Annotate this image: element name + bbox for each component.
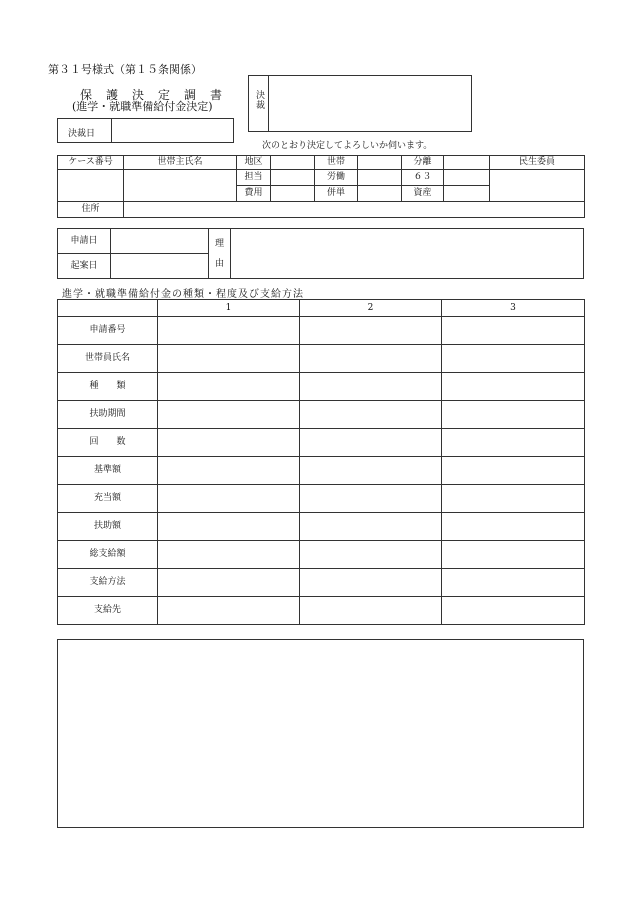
decision-box — [248, 75, 472, 132]
grid-row-label: 総支給額 — [58, 541, 158, 569]
draft-date-label: 起案日 — [58, 254, 111, 279]
grid-row-label: 基準額 — [58, 457, 158, 485]
remarks-box — [57, 639, 584, 828]
grid-row-label: 申請番号 — [58, 317, 158, 345]
decision-date-label: 決裁日 — [68, 129, 96, 139]
grid-row-label: 支給方法 — [58, 569, 158, 597]
grid-row-label: 種 類 — [58, 373, 158, 401]
labor-label: 労働 — [315, 170, 358, 186]
grid-row-label: 扶助額 — [58, 513, 158, 541]
grid-row-label: 回 数 — [58, 429, 158, 457]
assets-label: 資産 — [402, 186, 444, 202]
separation-label: 分離 — [402, 156, 444, 170]
head-name-label: 世帯主氏名 — [124, 156, 237, 170]
benefit-grid — [57, 299, 585, 625]
household-label: 世帯 — [315, 156, 358, 170]
case-table — [57, 155, 585, 218]
cost-label: 費用 — [237, 186, 271, 202]
grid-column-1: 1 — [158, 300, 300, 317]
approval-request-text: 次のとおり決定してよろしいか伺います。 — [262, 141, 433, 151]
grid-column-2: 2 — [300, 300, 442, 317]
reason-label-2: 由 — [215, 259, 225, 269]
form-subtitle: (進学・就職準備給付金決定) — [72, 100, 213, 113]
grid-row-label: 扶助期間 — [58, 401, 158, 429]
decision-date-box — [57, 118, 234, 143]
grid-row-label: 充当額 — [58, 485, 158, 513]
decision-box-label: 決裁 — [254, 90, 264, 110]
grid-column-3: 3 — [442, 300, 585, 317]
form-number: 第３１号様式（第１５条関係） — [48, 63, 202, 76]
case-number-label: ケース番号 — [58, 156, 124, 170]
application-date-label: 申請日 — [58, 229, 111, 254]
district-label: 地区 — [237, 156, 271, 170]
grid-row-label: 世帯員氏名 — [58, 345, 158, 373]
section-title: 進学・就職準備給付金の種類・程度及び支給方法 — [62, 289, 304, 300]
address-label: 住所 — [58, 202, 124, 218]
form-title: 保 護 決 定 調 書 — [80, 88, 224, 102]
in-charge-label: 担当 — [237, 170, 271, 186]
labor-value: ６３ — [402, 170, 444, 186]
application-table — [57, 228, 584, 279]
welfare-commissioner-label: 民生委員 — [490, 156, 585, 170]
reason-label-1: 理 — [215, 239, 225, 249]
grid-row-label: 支給先 — [58, 597, 158, 625]
combined-label: 併単 — [315, 186, 358, 202]
